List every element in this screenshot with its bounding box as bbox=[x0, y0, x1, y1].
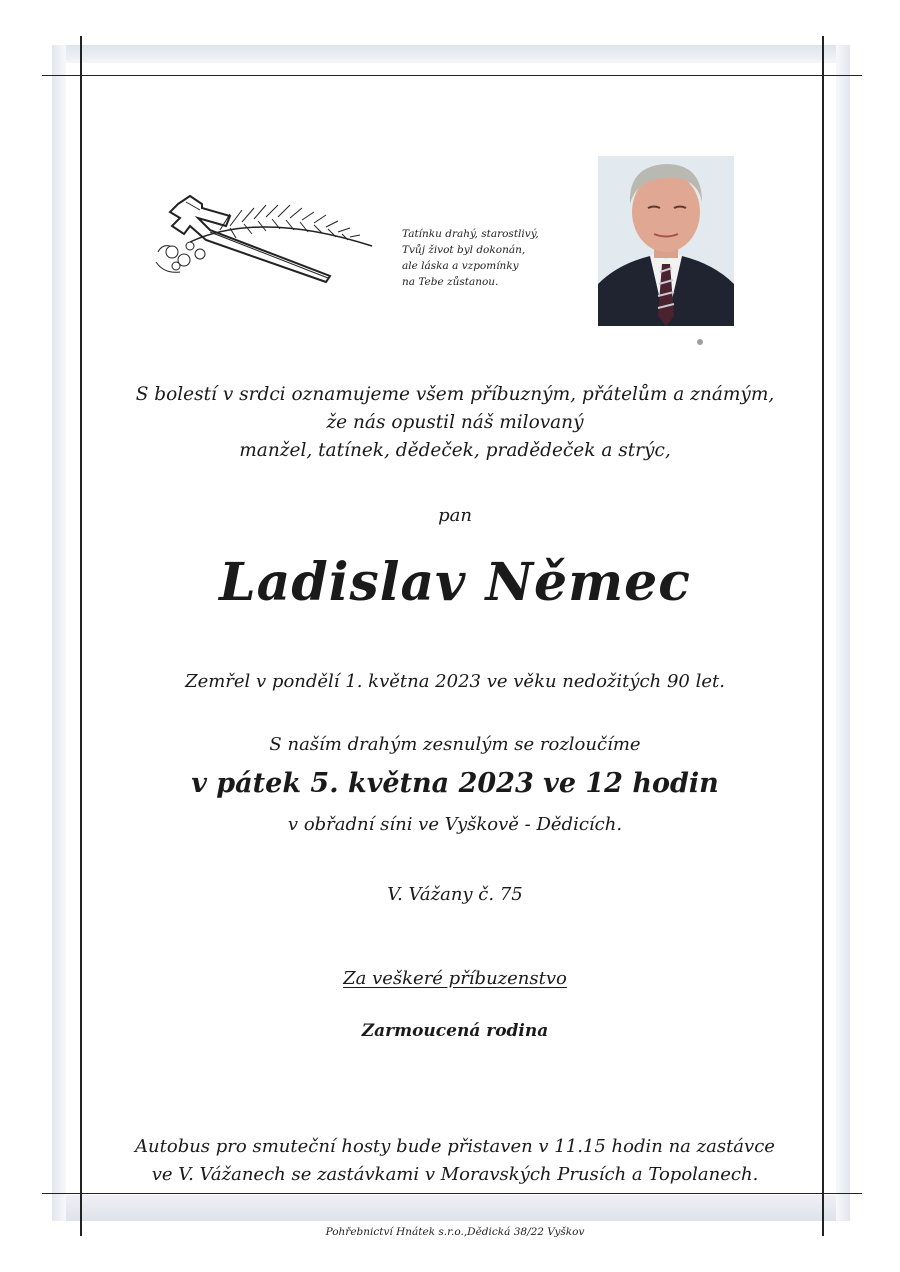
farewell-date: v pátek 5. května 2023 ve 12 hodin bbox=[191, 768, 719, 799]
poem-line: ale láska a vzpomínky bbox=[402, 260, 519, 272]
bus-line: Autobus pro smuteční hosty bude přistaven v 11.15 hodin na zastávce bbox=[135, 1136, 775, 1157]
bus-notice bbox=[60, 1133, 850, 1189]
frame-line-right bbox=[822, 36, 824, 1236]
intro-line: že nás opustil náš milovaný bbox=[326, 412, 584, 433]
frame-shadow-left bbox=[52, 45, 66, 1221]
funeral-home-footer: Pohřebnictví Hnátek s.r.o.,Dědická 38/22 Vyškov bbox=[325, 1226, 585, 1238]
frame-shadow-right bbox=[836, 45, 850, 1221]
frame-line-bottom bbox=[42, 1193, 862, 1194]
frame-line-top bbox=[42, 75, 862, 76]
intro-line: S bolestí v srdci oznamujeme všem příbuzným, přátelům a známým, bbox=[135, 384, 775, 405]
relatives-label bbox=[60, 968, 850, 989]
death-notice: Zemřel v pondělí 1. května 2023 ve věku nedožitých 90 let. bbox=[185, 671, 725, 692]
farewell-place: v obřadní síni ve Vyškově - Dědicích. bbox=[287, 814, 623, 835]
poem-line: Tatínku drahý, starostlivý, bbox=[402, 228, 539, 240]
speck bbox=[697, 339, 703, 345]
relatives-text: Za veškeré příbuzenstvo bbox=[343, 968, 567, 989]
signature: Zarmoucená rodina bbox=[361, 1021, 549, 1041]
bus-line: ve V. Vážanech se zastávkami v Moravských Prusích a Topolanech. bbox=[151, 1164, 759, 1185]
frame-shadow-bottom bbox=[52, 1195, 850, 1221]
poem-line: na Tebe zůstanou. bbox=[402, 276, 499, 288]
frame-line-left bbox=[80, 36, 82, 1236]
poem bbox=[402, 226, 577, 290]
address: V. Vážany č. 75 bbox=[387, 884, 523, 905]
intro-text bbox=[60, 381, 850, 465]
portrait-photo bbox=[598, 156, 734, 326]
intro-line: manžel, tatínek, dědeček, pradědeček a strýc, bbox=[239, 440, 671, 461]
cross-with-palm-icon bbox=[150, 190, 380, 290]
poem-line: Tvůj život byl dokonán, bbox=[402, 244, 526, 256]
title-prefix: pan bbox=[438, 505, 472, 526]
frame-shadow-top bbox=[52, 45, 850, 63]
deceased-name: Ladislav Němec bbox=[219, 552, 691, 613]
farewell-line-1: S naším drahým zesnulým se rozloučíme bbox=[269, 734, 641, 755]
